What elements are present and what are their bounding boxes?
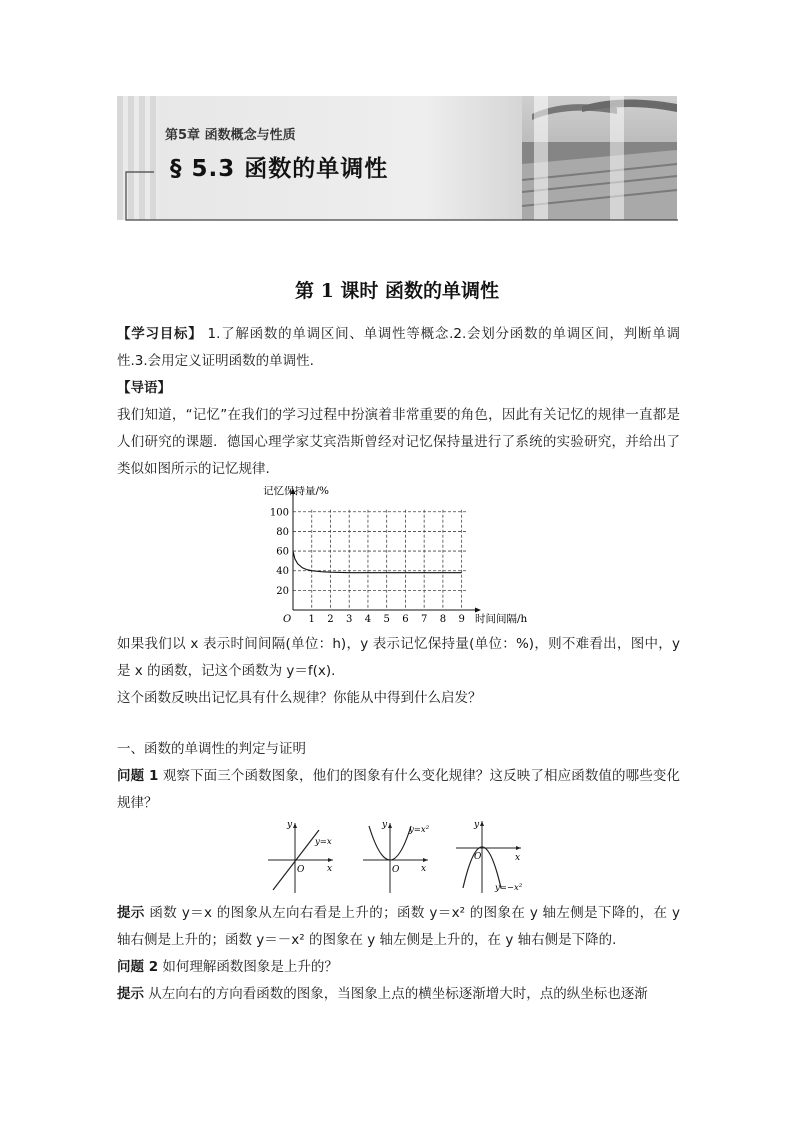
hint2-label: 提示 <box>117 986 144 1002</box>
learning-objectives <box>117 321 680 375</box>
graph2-origin: O <box>392 865 400 875</box>
graph3-x-label: x <box>515 853 521 863</box>
x-tick-8: 8 <box>439 614 447 625</box>
hint2-text: 从左向右的方向看函数的图象，当图象上点的横坐标逐渐增大时，点的纵坐标也逐渐 <box>144 986 648 1002</box>
hint-1 <box>117 900 680 954</box>
graph1-func-label: y=x <box>315 837 332 847</box>
graph-parabola-down <box>456 820 523 893</box>
graph3-origin: O <box>474 852 482 862</box>
graph1-y-label: y <box>287 820 293 830</box>
hints-block <box>117 900 680 1008</box>
after-chart-p2: 这个函数反映出记忆具有什么规律？你能从中得到什么启发？ <box>117 690 482 706</box>
graph2-func-label: y=x² <box>409 825 430 835</box>
section-title: § 5.3 函数的单调性 <box>170 156 389 182</box>
function-graphs <box>263 818 533 896</box>
y-tick-40: 40 <box>276 566 289 578</box>
graph1-origin: O <box>297 865 305 875</box>
q1-label: 问题 1 <box>117 768 159 784</box>
question-1 <box>117 763 680 817</box>
x-tick-1: 1 <box>308 614 315 625</box>
chart-svg <box>255 486 535 626</box>
chapter-label: 第5章 函数概念与性质 <box>165 128 296 143</box>
x-tick-5: 5 <box>383 614 390 625</box>
q2-text: 如何理解函数图象是上升的？ <box>158 959 338 975</box>
hint1-text: 函数 y＝x 的图象从左向右看是上升的；函数 y＝x² 的图象在 y 轴左侧是下降的，在 y 轴右侧是上升的；函数 y＝－x² 的图象在 y 轴左侧是上升的，在 y 轴右侧是下降的. <box>117 905 680 948</box>
after-chart-p1: 如果我们以 x 表示时间间隔(单位：h)，y 表示记忆保持量(单位：%)，则不难看出，图中，y 是 x 的函数，记这个函数为 y＝f(x). <box>117 636 680 679</box>
x-axis-label: 时间间隔/h <box>475 613 528 625</box>
graph-parabola-up <box>363 820 430 893</box>
x-tick-4: 4 <box>364 614 372 625</box>
x-tick-2: 2 <box>327 614 334 625</box>
after-chart-block <box>117 631 680 712</box>
y-tick-100: 100 <box>269 507 289 519</box>
y-tick-60: 60 <box>276 546 289 558</box>
graph1-x-label: x <box>327 864 333 874</box>
y-tick-80: 80 <box>276 526 289 538</box>
graph3-y-label: y <box>474 820 480 830</box>
intro-label: 【导语】 <box>117 380 171 396</box>
section1-heading: 一、函数的单调性的判定与证明 <box>117 741 306 757</box>
y-axis-label: 记忆保持量/% <box>263 486 330 497</box>
q2-label: 问题 2 <box>117 959 159 975</box>
graph2-y-label: y <box>382 820 388 830</box>
question-2 <box>117 954 680 981</box>
q1-text: 观察下面三个函数图象，他们的图象有什么变化规律？这反映了相应函数值的哪些变化规律？ <box>117 768 680 811</box>
series-line-0 <box>293 551 462 573</box>
x-tick-6: 6 <box>402 614 409 625</box>
graph2-x-label: x <box>421 864 427 874</box>
x-tick-9: 9 <box>458 614 465 625</box>
intro-paragraph: 我们知道，“记忆”在我们的学习过程中扮演着非常重要的角色，因此有关记忆的规律一直都是人们研究的课题．德国心理学家艾宾浩斯曾经对记忆保持量进行了系统的实验研究，并给出了类似如图所示的记忆规律. <box>117 407 680 477</box>
section1-block <box>117 736 680 817</box>
lesson-title: 第 1 课时 函数的单调性 <box>294 280 500 302</box>
memory-retention-chart <box>255 486 535 626</box>
objectives-text: 1.了解函数的单调区间、单调性等概念.2.会划分函数的单调区间，判断单调性.3.会用定义证明函数的单调性. <box>117 326 681 369</box>
x-tick-3: 3 <box>346 614 353 625</box>
objectives-label: 【学习目标】 <box>117 326 203 342</box>
x-axis-arrow <box>475 608 481 613</box>
intro-block <box>117 321 680 483</box>
graph3-func-label: y=−x² <box>495 883 523 893</box>
origin-label: O <box>283 614 292 625</box>
y-tick-20: 20 <box>276 585 289 597</box>
hint1-label: 提示 <box>117 905 145 921</box>
hint-2 <box>117 981 680 1008</box>
x-tick-7: 7 <box>420 614 428 625</box>
graph-linear <box>268 820 333 893</box>
